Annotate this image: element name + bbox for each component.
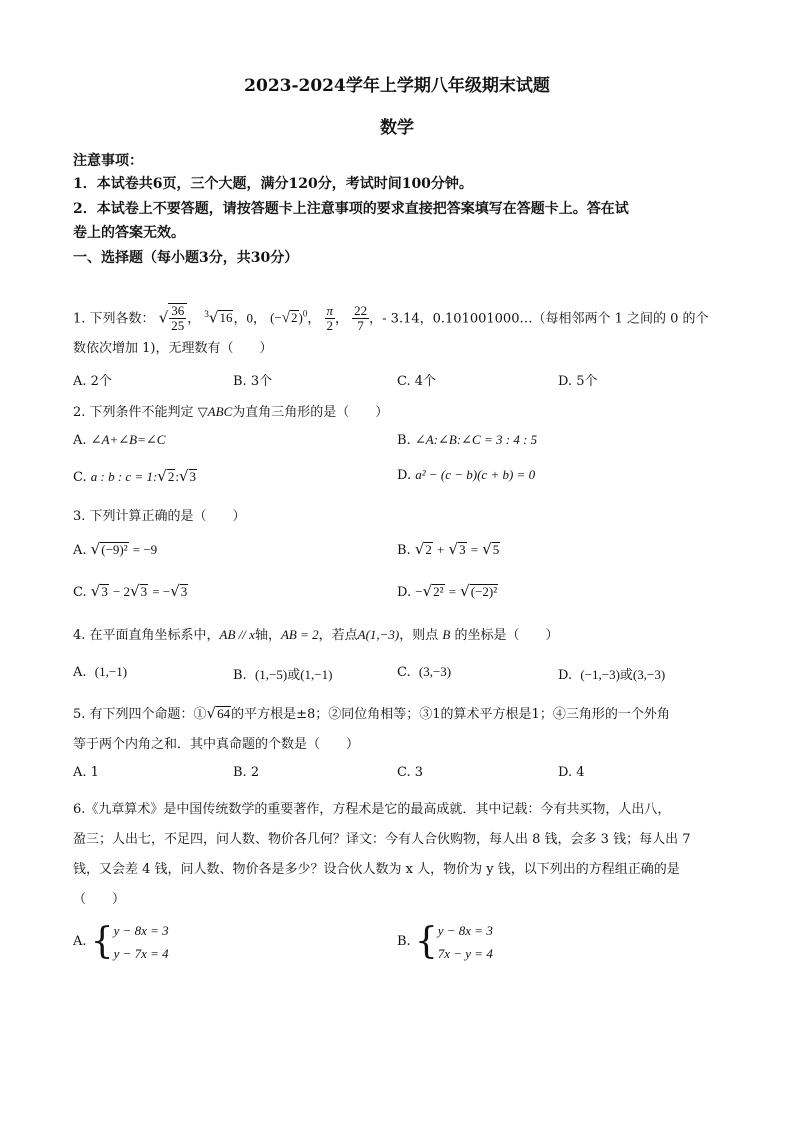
q3-option-c-r2: 3 — [140, 584, 148, 599]
q5-option-a[interactable]: A. 1 — [73, 765, 99, 780]
q4-option-a-value: (1,−1) — [94, 664, 128, 679]
q3-option-a-arg: (−9)² — [101, 542, 128, 557]
q2-option-d[interactable] — [397, 467, 535, 483]
q6-option-b-eq1: y − 8x = 3 — [437, 923, 493, 938]
q5-option-c[interactable]: C. 3 — [397, 765, 424, 780]
q3-option-c-label: C. — [73, 585, 87, 600]
q4-stem-pre: 4. 在平面直角坐标系中， — [73, 628, 220, 643]
q1-line-2: 数依次增加 1)，无理数有（ ） — [73, 341, 273, 356]
q1-frac3-den: 7 — [352, 318, 369, 333]
q3-option-c-r3: 3 — [180, 584, 188, 599]
sqrt-symbol: √ — [158, 308, 169, 327]
q2-option-a-label: A. — [73, 433, 87, 448]
q4-option-c[interactable] — [397, 664, 451, 680]
q4-axis: 轴， — [254, 628, 281, 643]
q6-option-a-system — [114, 919, 169, 965]
q2-option-c-pre: a : b : c = 1: — [90, 469, 158, 484]
q1-cbrt-value: 16 — [219, 310, 233, 326]
notice-item-2-line-1: 2．本试卷上不要答题，请按答题卡上注意事项的要求直接把答案填写在答题卡上。答在试 — [73, 201, 629, 217]
notice-item-1: 1．本试卷共6页，三个大题，满分120分，考试时间100分钟。 — [73, 176, 473, 192]
q4-option-c-value: (3,−3) — [418, 664, 452, 679]
q4-cond2: AB = 2 — [280, 627, 319, 642]
q6-option-a-label: A. — [73, 934, 87, 949]
q1-power: $(-√2)^0$ — [270, 309, 308, 327]
q6-line-1: 6.《九章算术》是中国传统数学的重要著作，方程术是它的最高成就．其中记载：今有共买物，人出八， — [73, 802, 671, 817]
q5-option-d[interactable]: D. 4 — [558, 765, 585, 780]
q1-pi: π — [326, 303, 334, 319]
left-brace-icon: { — [414, 921, 438, 962]
q1-option-c[interactable]: C. 4个 — [397, 374, 437, 389]
q3-option-d-r2: (−2)² — [470, 584, 498, 599]
q1-option-d[interactable]: D. 5个 — [558, 374, 598, 389]
q1-frac3 — [352, 304, 369, 333]
q6-option-b-label: B. — [397, 934, 411, 949]
q3-option-d[interactable]: D. −√2² = √(−2)² — [397, 582, 498, 600]
subject-title: 数学 — [380, 118, 414, 138]
q4-option-b-value: (1,−5)或(1,−1) — [254, 667, 333, 682]
q1-zero: 0 — [246, 310, 253, 326]
q3-option-c-r1: 3 — [101, 584, 108, 599]
q1-prefix: 1. 下列各数： — [73, 311, 155, 327]
q4-point-b: B — [442, 627, 451, 642]
q1-option-b[interactable]: B. 3个 — [233, 374, 273, 389]
q4-option-d-value: (−1,−3)或(3,−3) — [580, 667, 666, 682]
q3-option-d-r1: 2² — [433, 584, 444, 599]
q3-option-b-label: B. — [397, 543, 411, 558]
q4-point: A(1,−3) — [357, 627, 400, 642]
q4-tail: ，则点 — [399, 628, 439, 643]
q3-option-c-mid: − 2 — [112, 584, 131, 599]
q2-option-d-text: a² − (c − b)(c + b) = 0 — [415, 467, 536, 482]
q5-sqrt-arg: 64 — [217, 706, 231, 721]
q6-option-a-eq2: y − 7x = 4 — [113, 946, 169, 961]
q1-frac1-den: 25 — [171, 318, 185, 334]
q4-option-b-label: B. — [233, 668, 247, 683]
q4-option-a[interactable] — [73, 664, 127, 680]
q3-option-d-pre: − — [415, 584, 423, 599]
q5-line-2: 等于两个内角之和．其中真命题的个数是（ ） — [73, 737, 360, 752]
q1-two: 2 — [325, 318, 336, 333]
q3-option-b-r2: 3 — [459, 542, 466, 557]
notice-item-2-line-2: 卷上的答案无效。 — [73, 225, 185, 241]
q6-option-a[interactable] — [73, 919, 169, 966]
q2-option-c[interactable]: C. a : b : c = 1:√2:√3 — [73, 467, 197, 485]
q4-option-a-label: A. — [73, 665, 87, 680]
question-2 — [73, 401, 388, 420]
q6-option-b[interactable] — [397, 919, 493, 966]
q4-option-b[interactable] — [233, 664, 332, 683]
q6-line-3: 钱，又会差 4 钱，问人数、物价各是多少？设合伙人数为 x 人，物价为 y 钱，以下列出的方程组正确的是 — [73, 862, 680, 877]
q4-cond1: AB // x — [219, 627, 255, 642]
q3-option-b-r1: 2 — [425, 542, 432, 557]
q1-sqrt-fraction — [168, 303, 187, 333]
q5-pre: 5. 有下列四个命题：① — [73, 707, 207, 722]
q3-option-a-label: A. — [73, 543, 87, 558]
q4-mid: ，若点 — [318, 628, 358, 643]
q6-option-a-eq1: y − 8x = 3 — [113, 923, 169, 938]
q2-option-c-label: C. — [73, 470, 87, 485]
q3-option-c[interactable]: C. √3 − 2√3 = −√3 — [73, 582, 188, 600]
q4-end: 的坐标是（ ） — [454, 628, 559, 643]
q2-option-b[interactable] — [397, 432, 537, 448]
q1-frac3-num: 22 — [354, 303, 368, 319]
q3-option-d-eq: = — [448, 584, 457, 599]
exam-title: 2023-2024学年上学期八年级期末试题 — [244, 76, 550, 96]
q2-stem-tail: 为直角三角形的是（ ） — [232, 405, 389, 420]
q5-option-b[interactable]: B. 2 — [233, 765, 260, 780]
q2-option-b-label: B. — [397, 433, 411, 448]
q1-tail: ，- 3.14，0.101001000…（每相邻两个 1 之间的 0 的个 — [369, 311, 709, 327]
q1-option-a[interactable]: A. 2个 — [73, 374, 112, 389]
q4-option-c-label: C. — [397, 665, 411, 680]
q2-option-c-r1: 2 — [167, 469, 175, 484]
q2-option-b-text: ∠A:∠B:∠C = 3 : 4 : 5 — [414, 432, 538, 447]
section-1-heading: 一、选择题（每小题3分，共30分） — [73, 250, 299, 266]
q3-option-a[interactable]: A. √(−9)² = −9 — [73, 540, 158, 558]
q2-option-d-label: D. — [397, 468, 412, 483]
q3-option-d-label: D. — [397, 585, 412, 600]
q3-option-b-r3: 5 — [492, 542, 500, 557]
q1-frac1-num: 36 — [171, 303, 185, 319]
q6-line-2: 盈三；人出七，不足四，问人数、物价各几何？译文：今有人合伙购物，每人出 8 钱，会多 3 钱；每人出 7 — [73, 832, 691, 847]
q2-option-a-text: ∠A+∠B=∠C — [90, 432, 166, 447]
q3-option-b[interactable]: B. √2 + √3 = √5 — [397, 540, 500, 558]
q2-stem: 2. 下列条件不能判定 — [73, 405, 194, 420]
q4-option-d[interactable] — [558, 664, 665, 683]
q1-pi-fraction — [325, 304, 336, 333]
q2-triangle: ▽ABC — [197, 404, 233, 419]
q3-stem: 3. 下列计算正确的是（ ） — [73, 509, 246, 524]
question-4 — [73, 624, 559, 643]
q6-line-4: （ ） — [73, 892, 126, 907]
q3-option-b-plus: + — [437, 542, 445, 557]
q3-option-c-eq: = − — [152, 584, 171, 599]
q3-option-a-rhs: = −9 — [132, 542, 158, 557]
q3-option-b-eq: = — [470, 542, 479, 557]
question-1: 1. 下列各数： √ $\frac{36}{25}$ ， $^3$√16，0， $(-√2)^0$， $\frac{\pi}{2}$ ， $\frac{22}{7}$ ，- 3.14，0.101001000…（每相邻两个 1 之间的 0 的个 — [73, 303, 709, 334]
q2-option-a[interactable] — [73, 432, 165, 448]
q5-mid: 的平方根是±8；②同位角相等；③1的算术平方根是1；④三角形的一个外角 — [231, 707, 670, 722]
q1-sqrt-arg: 2 — [291, 310, 298, 326]
q6-option-b-eq2: 7x − y = 4 — [437, 946, 493, 961]
question-5: 5. 有下列四个命题：①√64的平方根是±8；②同位角相等；③1的算术平方根是1；④三角形的一个外角 — [73, 704, 670, 722]
q6-option-b-system — [438, 919, 493, 965]
q2-option-c-r2: 3 — [189, 469, 197, 484]
notice-heading: 注意事项： — [73, 153, 143, 169]
q4-option-d-label: D. — [558, 668, 573, 683]
q1-power-exp: 0 — [302, 309, 308, 319]
left-brace-icon: { — [90, 921, 114, 962]
q1-cbrt-index: 3 — [204, 309, 209, 319]
